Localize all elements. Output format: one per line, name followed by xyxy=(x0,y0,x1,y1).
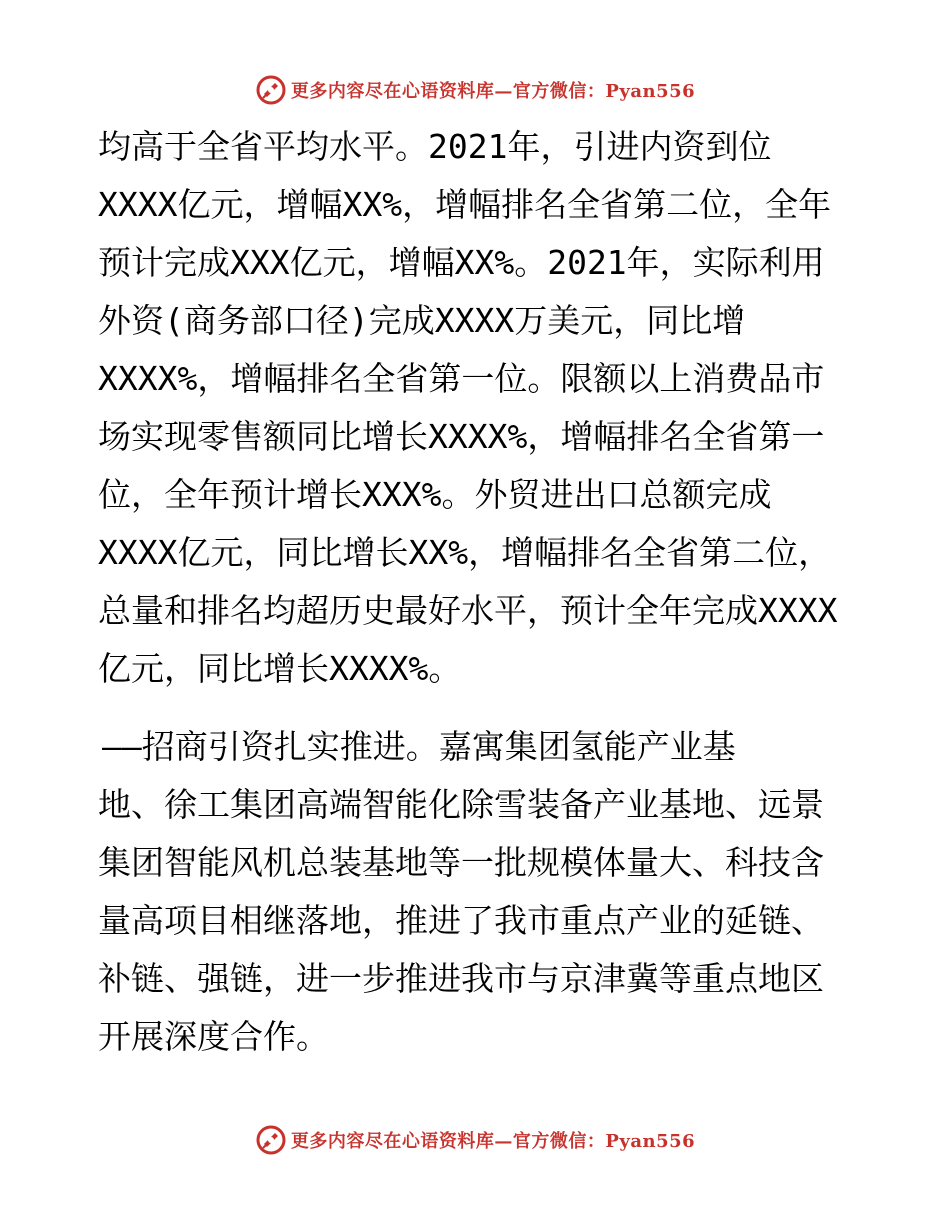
watermark-text: 更多内容尽在心语资料库—官方微信：Pyan556 xyxy=(290,1131,696,1152)
paragraph-economic-data xyxy=(98,118,878,698)
text-line: 外资(商务部口径)完成XXXX万美元，同比增 xyxy=(98,301,746,340)
text-line: XXXX亿元，同比增长XX%，增幅排名全省第二位， xyxy=(98,533,832,572)
text-line: 预计完成XXX亿元，增幅XX%。2021年，实际利用 xyxy=(98,243,825,282)
book-quill-logo-icon xyxy=(255,74,287,106)
footer-watermark-banner xyxy=(0,1120,950,1160)
text-line: 场实现零售额同比增长XXXX%，增幅排名全省第一 xyxy=(98,417,825,456)
book-quill-logo-icon xyxy=(255,1124,287,1156)
text-line: 量高项目相继落地，推进了我市重点产业的延链、 xyxy=(98,901,824,940)
text-line: 开展深度合作。 xyxy=(98,1017,329,1056)
text-line: 总量和排名均超历史最好水平，预计全年完成XXXX xyxy=(98,591,838,630)
text-line: 集团智能风机总装基地等一批规模体量大、科技含 xyxy=(98,843,824,882)
text-line: ——招商引资扎实推进。嘉寓集团氢能产业基 xyxy=(102,727,736,766)
text-line: 位，全年预计增长XXX%。外贸进出口总额完成 xyxy=(98,475,772,514)
paragraph-investment-promotion xyxy=(98,718,878,1066)
text-line: 地、徐工集团高端智能化除雪装备产业基地、远景 xyxy=(98,785,824,824)
text-line: 均高于全省平均水平。2021年，引进内资到位 xyxy=(98,127,772,166)
text-line: XXXX亿元，增幅XX%，增幅排名全省第二位，全年 xyxy=(98,185,832,224)
text-line: 亿元，同比增长XXXX%。 xyxy=(98,649,462,688)
text-line: XXXX%，增幅排名全省第一位。限额以上消费品市 xyxy=(98,359,825,398)
text-line: 补链、强链，进一步推进我市与京津冀等重点地区 xyxy=(98,959,824,998)
watermark-text: 更多内容尽在心语资料库—官方微信：Pyan556 xyxy=(290,81,696,102)
header-watermark-banner xyxy=(0,70,950,110)
